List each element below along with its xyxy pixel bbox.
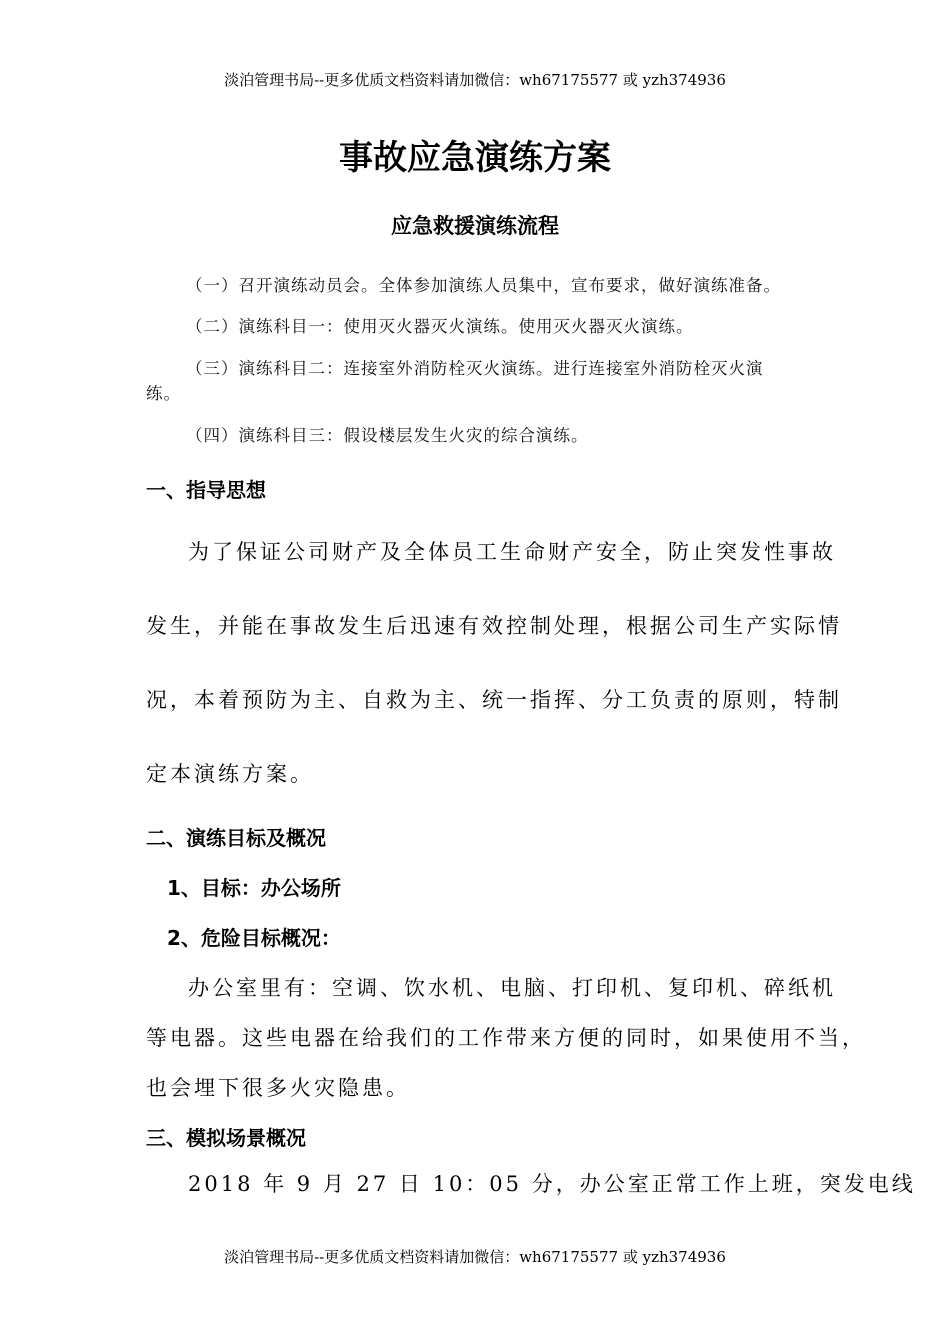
section-2-item-1: 1、目标：办公场所 xyxy=(167,876,341,900)
flow-item-3: （三）演练科目二：连接室外消防栓灭火演练。进行连接室外消防栓灭火演 xyxy=(186,359,764,378)
section-2-heading: 二、演练目标及概况 xyxy=(146,826,326,850)
section-1-line-3: 况，本着预防为主、自救为主、统一指挥、分工负责的原则，特制 xyxy=(146,688,842,712)
section-1-line-4: 定本演练方案。 xyxy=(146,762,314,786)
section-1-line-1: 为了保证公司财产及全体员工生命财产安全，防止突发性事故 xyxy=(188,540,836,564)
section-2-line-2: 等电器。这些电器在给我们的工作带来方便的同时，如果使用不当， xyxy=(146,1026,866,1050)
flow-item-1: （一）召开演练动员会。全体参加演练人员集中，宣布要求，做好演练准备。 xyxy=(186,276,781,295)
page-header: 淡泊管理书局--更多优质文档资料请加微信：wh67175577 或 yzh374936 xyxy=(224,71,726,89)
section-2-item-2: 2、危险目标概况： xyxy=(167,926,341,950)
document-subtitle: 应急救援演练流程 xyxy=(391,214,559,238)
section-2-line-1: 办公室里有：空调、饮水机、电脑、打印机、复印机、碎纸机 xyxy=(188,976,836,1000)
section-2-line-3: 也会埋下很多火灾隐患。 xyxy=(146,1076,410,1100)
section-1-heading: 一、指导思想 xyxy=(146,478,266,502)
document-title: 事故应急演练方案 xyxy=(339,138,611,178)
flow-item-2: （二）演练科目一：使用灭火器灭火演练。使用灭火器灭火演练。 xyxy=(186,317,694,336)
flow-item-3-continued: 练。 xyxy=(146,384,181,403)
section-1-line-2: 发生，并能在事故发生后迅速有效控制处理，根据公司生产实际情 xyxy=(146,614,842,638)
section-3-heading: 三、模拟场景概况 xyxy=(146,1126,306,1150)
page-footer: 淡泊管理书局--更多优质文档资料请加微信：wh67175577 或 yzh374936 xyxy=(224,1248,726,1266)
section-3-line-1: 2018 年 9 月 27 日 10：05 分，办公室正常工作上班，突发电线 xyxy=(188,1172,916,1196)
flow-item-4: （四）演练科目三：假设楼层发生火灾的综合演练。 xyxy=(186,426,589,445)
